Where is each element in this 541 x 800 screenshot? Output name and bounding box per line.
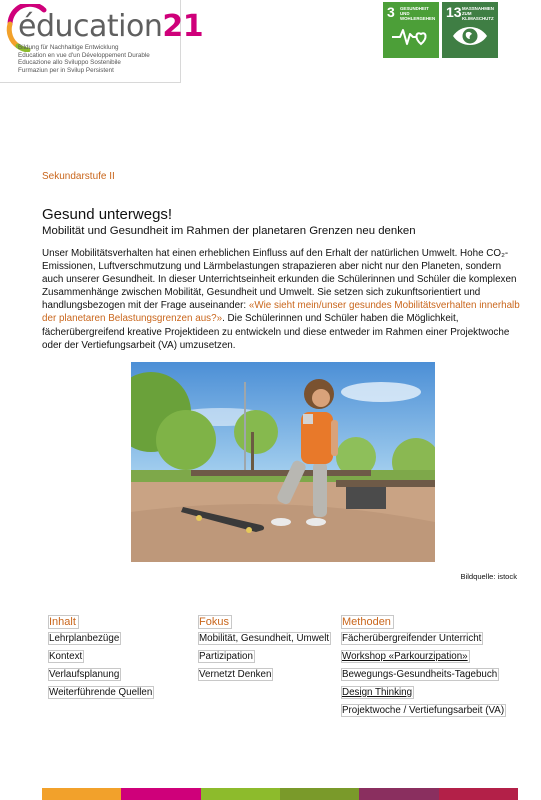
skateboarder-illustration (131, 362, 435, 562)
logo-taglines: Bildung für Nachhaltige Entwicklung Education en vue d'un Développement Durable Educazione allo Sviluppo Sostenibile Furmaziun per in Svilup Persistent (18, 44, 150, 74)
sdg-3-badge: 3 GESUNDHEIT UND WOHLERGEHEN (383, 2, 439, 58)
list-item: Mobilität, Gesundheit, Umwelt (199, 633, 330, 644)
stripe-segment (201, 788, 280, 800)
stripe-segment (439, 788, 518, 800)
list-item: Vernetzt Denken (199, 669, 272, 680)
list-item: Bewegungs-Gesundheits-Tagebuch (342, 669, 498, 680)
list-item[interactable]: Weiterführende Quellen (49, 687, 153, 698)
stripe-segment (280, 788, 359, 800)
column-fokus (198, 612, 334, 687)
photo-credit: Bildquelle: istock (460, 572, 517, 581)
list-item[interactable]: Kontext (49, 651, 83, 662)
list-item[interactable]: Verlaufsplanung (49, 669, 120, 680)
stripe-segment (121, 788, 200, 800)
school-level: Sekundarstufe II (42, 171, 115, 182)
link-parkourzipation[interactable]: Workshop «Parkourzipation» (342, 651, 468, 662)
page-subtitle: Mobilität und Gesundheit im Rahmen der planetaren Grenzen neu denken (42, 225, 416, 237)
intro-paragraph: Unser Mobilitätsverhalten hat einen erheblichen Einfluss auf den Erhalt der natürlichen Umwelt. Hohe CO₂-Emissionen, Luftverschmutzung und Lärmbelastungen strapazieren aber nicht nur den Planeten, sondern auch unserer Gesundheit. In dieser Unterrichtseinheit erkunden die Schülerinnen und Schüler die komplexen Zusammenhänge zwischen Mobilität, Gesundheit und Umwelt. Sie setzen sich zukunftsorientiert und handlungsbezogen mit der Frage auseinander: «Wie sieht mein/unser gesundes Mobilitätsverhalten innerhalb der planetaren Belastungsgrenzen aus?». Die Schülerinnen und Schüler haben die Möglichkeit, fächerübergreifend kreative Projektideen zu entwickeln und diese entweder im Rahmen einer Projektwoche oder der Vertiefungsarbeit (VA) umzusetzen. (42, 248, 520, 351)
column-inhalt (48, 612, 188, 705)
footer-color-stripe (42, 788, 518, 800)
column-methoden (341, 612, 521, 723)
eye-globe-icon (451, 22, 489, 50)
sdg-13-badge: 13 MASSNAHMEN ZUM KLIMASCHUTZ (442, 2, 498, 58)
list-item: Partizipation (199, 651, 253, 662)
link-design-thinking[interactable]: Design Thinking (342, 687, 413, 698)
logo-wordmark: éducation21 (18, 9, 204, 44)
list-item: Projektwoche / Vertiefungsarbeit (VA) (342, 705, 505, 716)
list-item[interactable]: Lehrplanbezüge (49, 633, 120, 644)
guiding-question: «Wie sieht mein/unser gesundes Mobilitätsverhalten innerhalb der planetaren Belastungsgrenzen aus?» (42, 300, 520, 325)
list-item: Fächerübergreifender Unterricht (342, 633, 482, 644)
page-title: Gesund unterwegs! (42, 206, 173, 223)
stripe-segment (359, 788, 438, 800)
column-heading-inhalt: Inhalt (48, 615, 79, 629)
education21-logo (0, 0, 204, 83)
column-heading-fokus: Fokus (198, 615, 232, 629)
hero-photo (131, 362, 435, 562)
heartbeat-icon (392, 22, 430, 50)
column-heading-methoden: Methoden (341, 615, 394, 629)
stripe-segment (42, 788, 121, 800)
